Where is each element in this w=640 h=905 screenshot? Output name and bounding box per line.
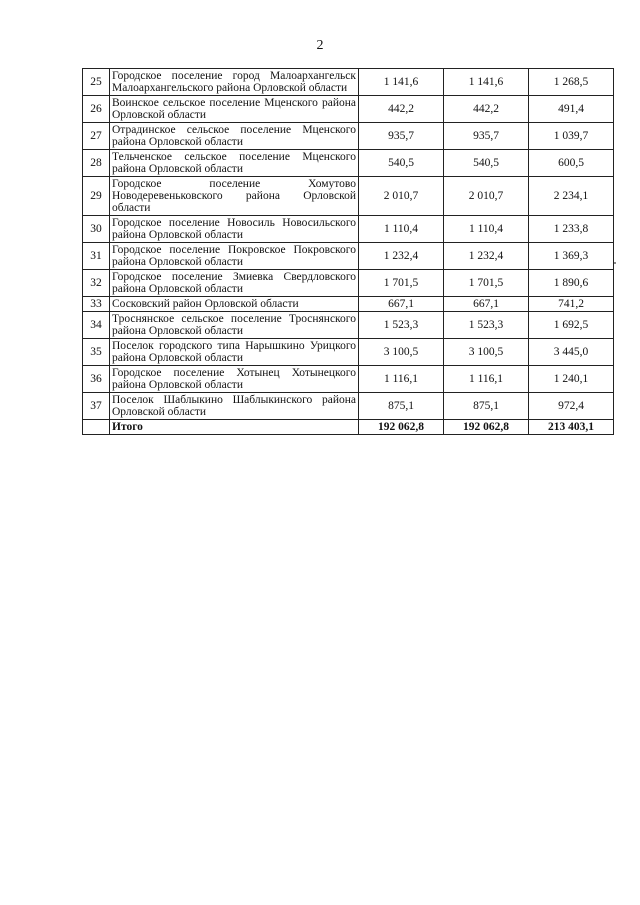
row-name: Тельченское сельское поселение Мценского района Орловской области (110, 150, 359, 177)
row-value-1: 667,1 (359, 297, 444, 312)
row-name: Троснянское сельское поселение Троснянского района Орловской области (110, 312, 359, 339)
subsidy-table (82, 68, 614, 435)
table-row (83, 177, 614, 216)
row-value-3: 1 369,3 (529, 243, 614, 270)
row-value-2: 1 701,5 (444, 270, 529, 297)
row-number: 29 (83, 177, 110, 216)
table-body (83, 69, 614, 435)
row-value-3: 1 240,1 (529, 366, 614, 393)
row-value-3: 491,4 (529, 96, 614, 123)
row-name: Городское поселение Покровское Покровского района Орловской области (110, 243, 359, 270)
row-number: 35 (83, 339, 110, 366)
row-value-1: 935,7 (359, 123, 444, 150)
table-row (83, 393, 614, 420)
row-number: 30 (83, 216, 110, 243)
page-number: 2 (316, 38, 324, 53)
row-number: 31 (83, 243, 110, 270)
total-value-1: 192 062,8 (359, 420, 444, 435)
row-name: Сосковский район Орловской области (110, 297, 359, 312)
row-value-1: 1 116,1 (359, 366, 444, 393)
table-row (83, 216, 614, 243)
row-value-1: 1 110,4 (359, 216, 444, 243)
row-name: Воинское сельское поселение Мценского района Орловской области (110, 96, 359, 123)
row-value-1: 442,2 (359, 96, 444, 123)
row-value-2: 442,2 (444, 96, 529, 123)
row-value-1: 1 141,6 (359, 69, 444, 96)
row-value-2: 1 232,4 (444, 243, 529, 270)
table-row (83, 69, 614, 96)
total-label: Итого (110, 420, 359, 435)
row-number: 27 (83, 123, 110, 150)
row-name: Городское поселение Хотынец Хотынецкого района Орловской области (110, 366, 359, 393)
table-row (83, 297, 614, 312)
row-number: 36 (83, 366, 110, 393)
row-value-2: 540,5 (444, 150, 529, 177)
row-value-2: 1 523,3 (444, 312, 529, 339)
row-value-2: 1 141,6 (444, 69, 529, 96)
row-name: Городское поселение Змиевка Свердловского района Орловской области (110, 270, 359, 297)
table-row (83, 96, 614, 123)
row-number: 37 (83, 393, 110, 420)
row-name: Городское поселение город Малоархангельск Малоархангельского района Орловской области (110, 69, 359, 96)
total-number (83, 420, 110, 435)
table-row (83, 366, 614, 393)
row-value-1: 1 523,3 (359, 312, 444, 339)
total-value-3: 213 403,1 (529, 420, 614, 435)
row-number: 28 (83, 150, 110, 177)
row-value-2: 875,1 (444, 393, 529, 420)
row-value-3: 741,2 (529, 297, 614, 312)
row-name: Поселок Шаблыкино Шаблыкинского района Орловской области (110, 393, 359, 420)
row-value-3: 2 234,1 (529, 177, 614, 216)
row-number: 26 (83, 96, 110, 123)
row-value-2: 935,7 (444, 123, 529, 150)
row-value-2: 667,1 (444, 297, 529, 312)
row-number: 32 (83, 270, 110, 297)
row-value-1: 875,1 (359, 393, 444, 420)
table-row (83, 270, 614, 297)
row-value-3: 1 039,7 (529, 123, 614, 150)
row-value-2: 3 100,5 (444, 339, 529, 366)
row-value-3: 3 445,0 (529, 339, 614, 366)
row-name: Городское поселение Новосиль Новосильского района Орловской области (110, 216, 359, 243)
row-value-1: 3 100,5 (359, 339, 444, 366)
row-number: 25 (83, 69, 110, 96)
total-row (83, 420, 614, 435)
row-value-1: 1 232,4 (359, 243, 444, 270)
scan-speck (614, 262, 616, 264)
row-number: 34 (83, 312, 110, 339)
table-row (83, 243, 614, 270)
row-value-3: 1 268,5 (529, 69, 614, 96)
row-number: 33 (83, 297, 110, 312)
total-value-2: 192 062,8 (444, 420, 529, 435)
table-row (83, 312, 614, 339)
table-row (83, 150, 614, 177)
row-name: Поселок городского типа Нарышкино Урицкого района Орловской области (110, 339, 359, 366)
row-value-2: 1 116,1 (444, 366, 529, 393)
table-row (83, 339, 614, 366)
table-row (83, 123, 614, 150)
row-value-3: 600,5 (529, 150, 614, 177)
row-name: Отрадинское сельское поселение Мценского района Орловской области (110, 123, 359, 150)
row-value-3: 972,4 (529, 393, 614, 420)
row-value-3: 1 233,8 (529, 216, 614, 243)
row-name: Городское поселение Хомутово Новодеревеньковского района Орловской области (110, 177, 359, 216)
row-value-2: 1 110,4 (444, 216, 529, 243)
row-value-3: 1 692,5 (529, 312, 614, 339)
row-value-1: 1 701,5 (359, 270, 444, 297)
row-value-1: 540,5 (359, 150, 444, 177)
row-value-1: 2 010,7 (359, 177, 444, 216)
row-value-2: 2 010,7 (444, 177, 529, 216)
row-value-3: 1 890,6 (529, 270, 614, 297)
